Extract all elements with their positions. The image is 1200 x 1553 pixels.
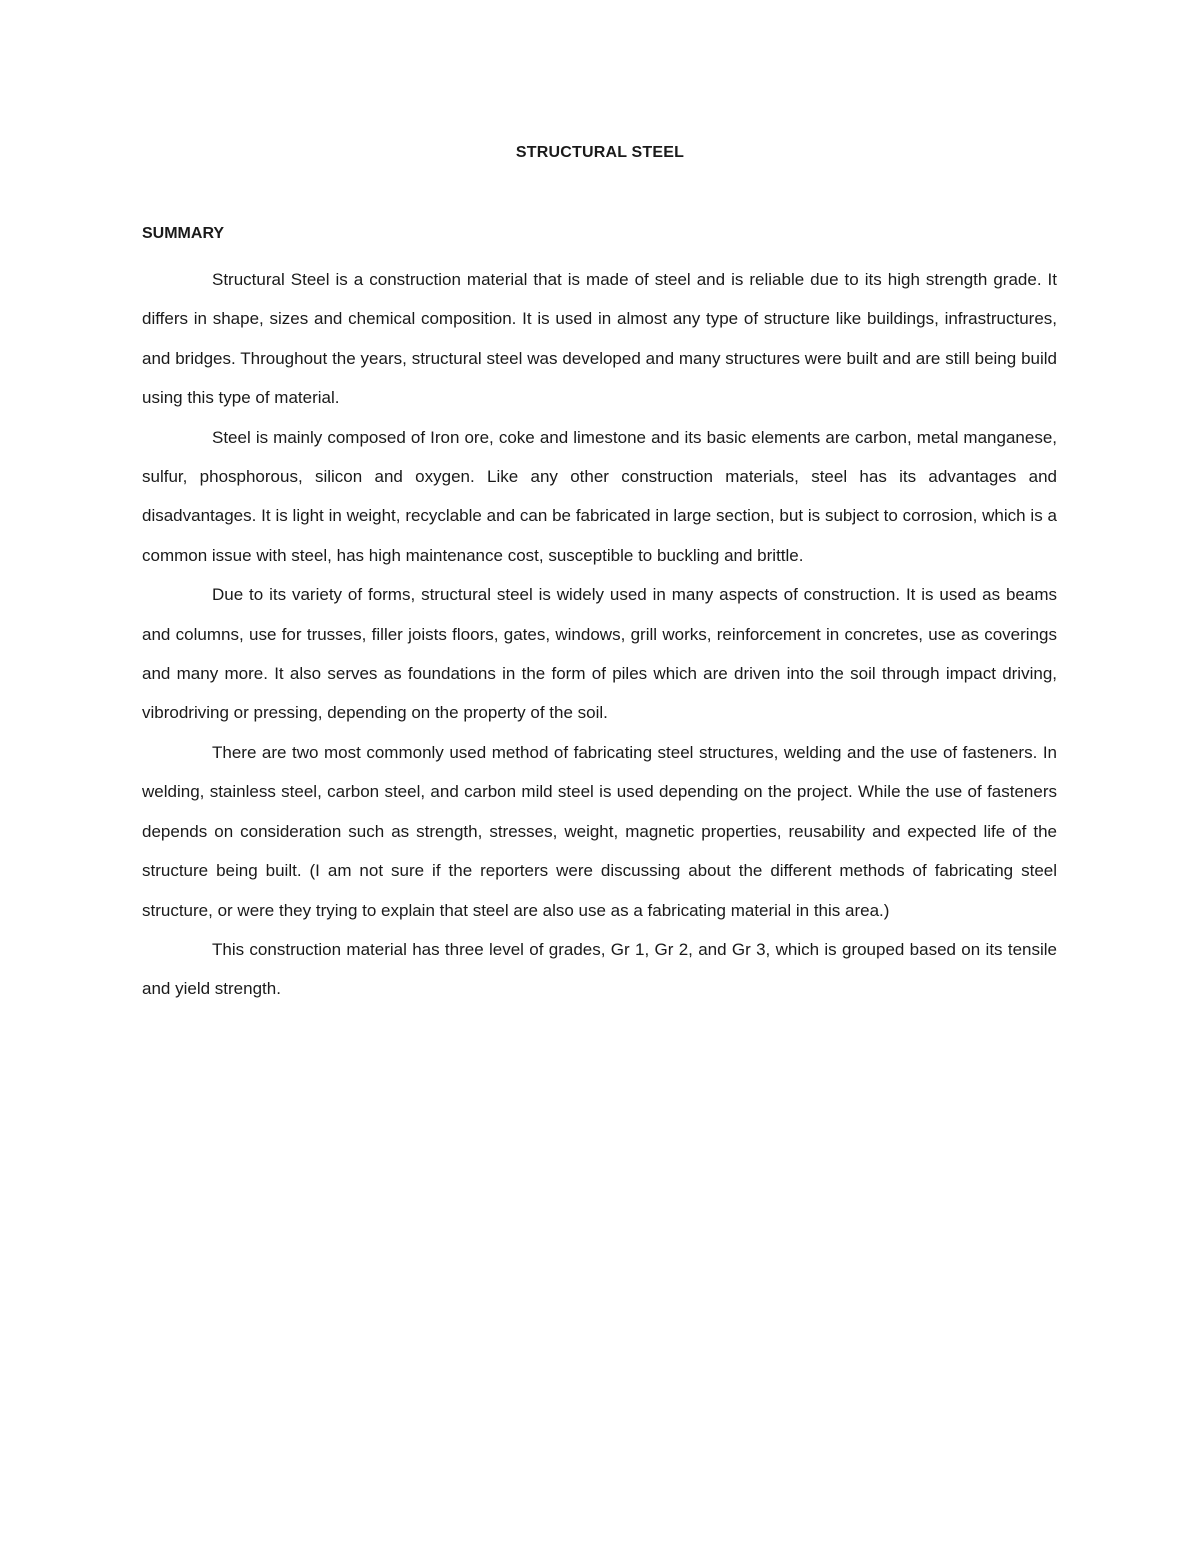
paragraph: Due to its variety of forms, structural steel is widely used in many aspects of construction. It is used as beams and columns, use for trusses, filler joists floors, gates, windows, grill works, reinforcement in concretes, use as coverings and many more. It also serves as foundations in the form of piles which are driven into the soil through impact driving, vibrodriving or pressing, depending on the property of the soil.	[142, 585, 1057, 723]
summary-body	[142, 260, 1057, 1009]
paragraph: There are two most commonly used method of fabricating steel structures, welding and the use of fasteners. In welding, stainless steel, carbon steel, and carbon mild steel is used depending on the project. While the use of fasteners depends on consideration such as strength, stresses, weight, magnetic properties, reusability and expected life of the structure being built. (I am not sure if the reporters were discussing about the different methods of fabricating steel structure, or were they trying to explain that steel are also use as a fabricating material in this area.)	[142, 742, 1057, 920]
paragraph: This construction material has three level of grades, Gr 1, Gr 2, and Gr 3, which is grouped based on its tensile and yield strength.	[142, 939, 1057, 999]
section-heading-summary: SUMMARY	[142, 225, 225, 242]
document-title: STRUCTURAL STEEL	[515, 144, 685, 161]
paragraph: Structural Steel is a construction material that is made of steel and is reliable due to its high strength grade. It differs in shape, sizes and chemical composition. It is used in almost any type of structure like buildings, infrastructures, and bridges. Throughout the years, structural steel was developed and many structures were built and are still being build using this type of material.	[142, 270, 1057, 408]
paragraph: Steel is mainly composed of Iron ore, coke and limestone and its basic elements are carbon, metal manganese, sulfur, phosphorous, silicon and oxygen. Like any other construction materials, steel has its advantages and disadvantages. It is light in weight, recyclable and can be fabricated in large section, but is subject to corrosion, which is a common issue with steel, has high maintenance cost, susceptible to buckling and brittle.	[142, 427, 1057, 565]
